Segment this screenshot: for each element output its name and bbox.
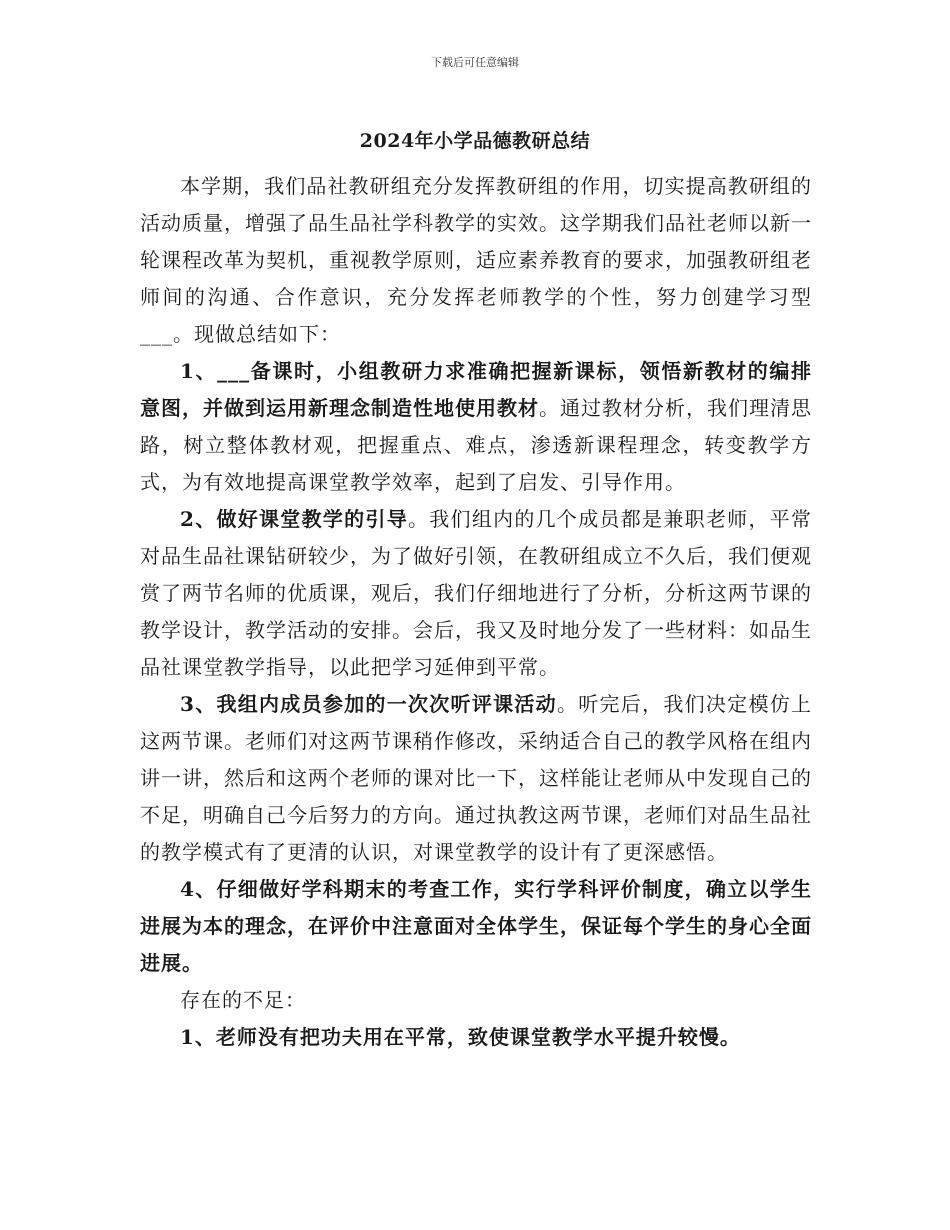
page-header: 下载后可任意编辑 — [431, 56, 519, 69]
document-body — [140, 168, 812, 1056]
paragraph-heading: 1、老师没有把功夫用在平常，致使课堂教学水平提升较慢。 — [180, 1025, 741, 1049]
paragraph-item-4 — [140, 871, 812, 982]
document-title: 2024年小学品德教研总结 — [359, 130, 591, 152]
paragraph-intro — [140, 168, 812, 353]
paragraph-heading: 2、做好课堂教学的引导 — [180, 507, 408, 531]
paragraph-text: 。通过教材分析，我们理清思路，树立整体教材观，把握重点、难点，渗透新课程理念，转变教学方式，为有效地提高课堂教学效率，起到了启发、引导作用。 — [140, 396, 812, 494]
paragraph-text: 存在的不足： — [180, 988, 306, 1012]
paragraph-shortcoming-1 — [140, 1019, 812, 1056]
paragraph-item-2 — [140, 501, 812, 686]
paragraph-heading: 1、___备课时，小组教研力求准确把握新课标，领悟新教材的编排意图，并做到运用新理念制造性地使用教材 — [140, 359, 812, 420]
paragraph-heading: 3、我组内成员参加的一次次听评课活动 — [180, 692, 557, 716]
paragraph-item-1 — [140, 353, 812, 501]
paragraph-text: 。听完后，我们决定模仿上这两节课。老师们对这两节课稍作修改，采纳适合自己的教学风格在组内讲一讲，然后和这两个老师的课对比一下，这样能让老师从中发现自己的不足，明确自己今后努力的方向。通过执教这两节课，老师们对品生品社的教学模式有了更清的认识，对课堂教学的设计有了更深感悟。 — [140, 692, 813, 864]
paragraph-shortcomings-heading — [140, 982, 812, 1019]
paragraph-item-3 — [140, 686, 812, 871]
paragraph-text: 本学期，我们品社教研组充分发挥教研组的作用，切实提高教研组的活动质量，增强了品生品社学科教学的实效。这学期我们品社老师以新一轮课程改革为契机，重视教学原则，适应素养教育的要求，加强教研组老师间的沟通、合作意识，充分发挥老师教学的个性，努力创建学习型___。现做总结如下： — [140, 174, 812, 346]
paragraph-heading: 4、仔细做好学科期末的考查工作，实行学科评价制度，确立以学生进展为本的理念，在评价中注意面对全体学生，保证每个学生的身心全面进展。 — [140, 877, 812, 975]
paragraph-text: 。我们组内的几个成员都是兼职老师，平常对品生品社课钻研较少，为了做好引领，在教研组成立不久后，我们便观赏了两节名师的优质课，观后，我们仔细地进行了分析，分析这两节课的教学设计，教学活动的安排。会后，我又及时地分发了一些材料：如品生品社课堂教学指导，以此把学习延伸到平常。 — [140, 507, 812, 679]
